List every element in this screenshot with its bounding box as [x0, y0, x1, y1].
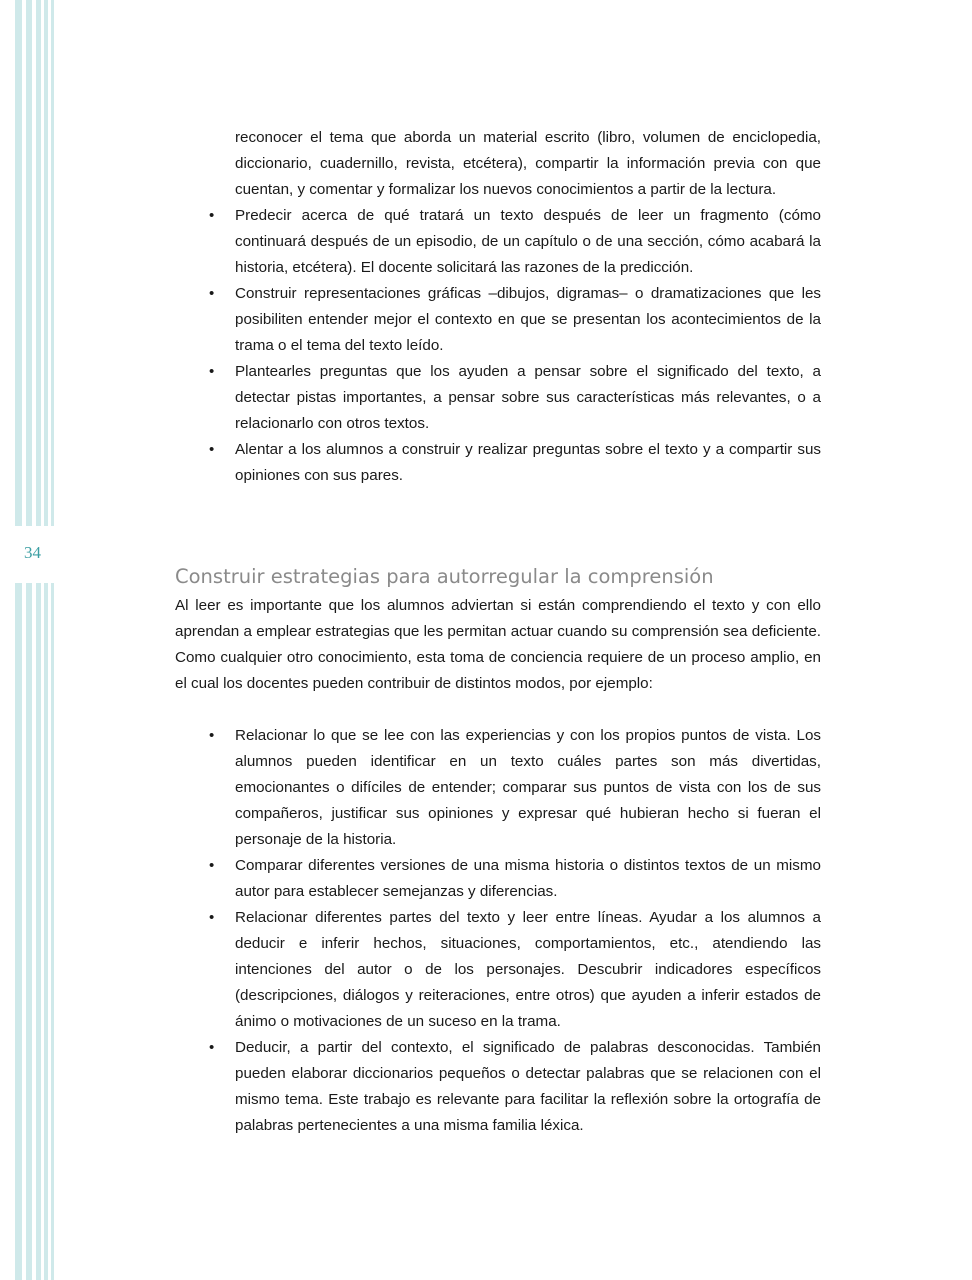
- bullet-icon: •: [209, 909, 215, 926]
- list-item: • Construir representaciones gráficas –dibujos, digramas– o dramatizaciones que les posibiliten entender mejor el contexto en que se presentan los acontecimientos de la trama o el tema del texto leído.: [175, 281, 821, 359]
- top-bullet-list: [175, 125, 821, 489]
- top-list-section: [175, 125, 821, 489]
- section-intro: Al leer es importante que los alumnos adviertan si están comprendiendo el texto y con ello aprendan a emplear estrategias que les permitan actuar cuando su comprensión sea deficiente. Como cualquier otro conocimiento, esta toma de conciencia requiere de un proceso amplio, en el cual los docentes pueden contribuir de distintos modos, por ejemplo:: [175, 597, 821, 692]
- bullet-icon: •: [209, 727, 215, 744]
- list-item: • Relacionar lo que se lee con las experiencias y con los propios puntos de vista. Los alumnos pueden identificar en un texto cuáles partes son más divertidas, emocionantes o difíciles de entender; comparar sus puntos de vista con los de sus compañeros, justificar sus opiniones y expresar qué hubieran hecho si fueran el personaje de la historia.: [175, 723, 821, 853]
- bullet-icon: •: [209, 207, 215, 224]
- margin-stripes-bottom: [0, 583, 56, 1280]
- bottom-bullet-list: [175, 723, 821, 1139]
- list-item: • Deducir, a partir del contexto, el significado de palabras desconocidas. También pueden elaborar diccionarios pequeños o detectar palabras que se relacionen con el mismo tema. Este trabajo es relevante para facilitar la reflexión sobre la ortografía de palabras pertenecientes a una misma familia léxica.: [175, 1035, 821, 1139]
- margin-stripes-top: [0, 0, 56, 526]
- list-item-continuation: reconocer el tema que aborda un material escrito (libro, volumen de enciclopedia, diccionario, cuadernillo, revista, etcétera), compartir la información previa con que cuentan, y comentar y formalizar los nuevos conocimientos a partir de la lectura.: [235, 129, 821, 198]
- bullet-icon: •: [209, 285, 215, 302]
- list-item: • Plantearles preguntas que los ayuden a pensar sobre el significado del texto, a detectar pistas importantes, a pensar sobre sus características más relevantes, o a relacionarlo con otros textos.: [175, 359, 821, 437]
- bullet-icon: •: [209, 857, 215, 874]
- bullet-icon: •: [209, 1039, 215, 1056]
- list-item: • Comparar diferentes versiones de una misma historia o distintos textos de un mismo autor para establecer semejanzas y diferencias.: [175, 853, 821, 905]
- section-title: Construir estrategias para autorregular la comprensión: [175, 565, 714, 588]
- bullet-icon: •: [209, 363, 215, 380]
- bottom-list-section: [175, 723, 821, 1139]
- list-item: • Predecir acerca de qué tratará un texto después de leer un fragmento (cómo continuará después de un episodio, de un capítulo o de una sección, cómo acabará la historia, etcétera). El docente solicitará las razones de la predicción.: [175, 203, 821, 281]
- bullet-icon: •: [209, 441, 215, 458]
- page-number: 34: [24, 543, 41, 562]
- list-item: • Relacionar diferentes partes del texto y leer entre líneas. Ayudar a los alumnos a deducir e inferir hechos, situaciones, comportamientos, etc., atendiendo las intenciones del autor o de los personajes. Descubrir indicadores específicos (descripciones, diálogos y reiteraciones, entre otros) que ayuden a inferir estados de ánimo o motivaciones de un suceso en la trama.: [175, 905, 821, 1035]
- list-item: • Alentar a los alumnos a construir y realizar preguntas sobre el texto y a compartir sus opiniones con sus pares.: [175, 437, 821, 489]
